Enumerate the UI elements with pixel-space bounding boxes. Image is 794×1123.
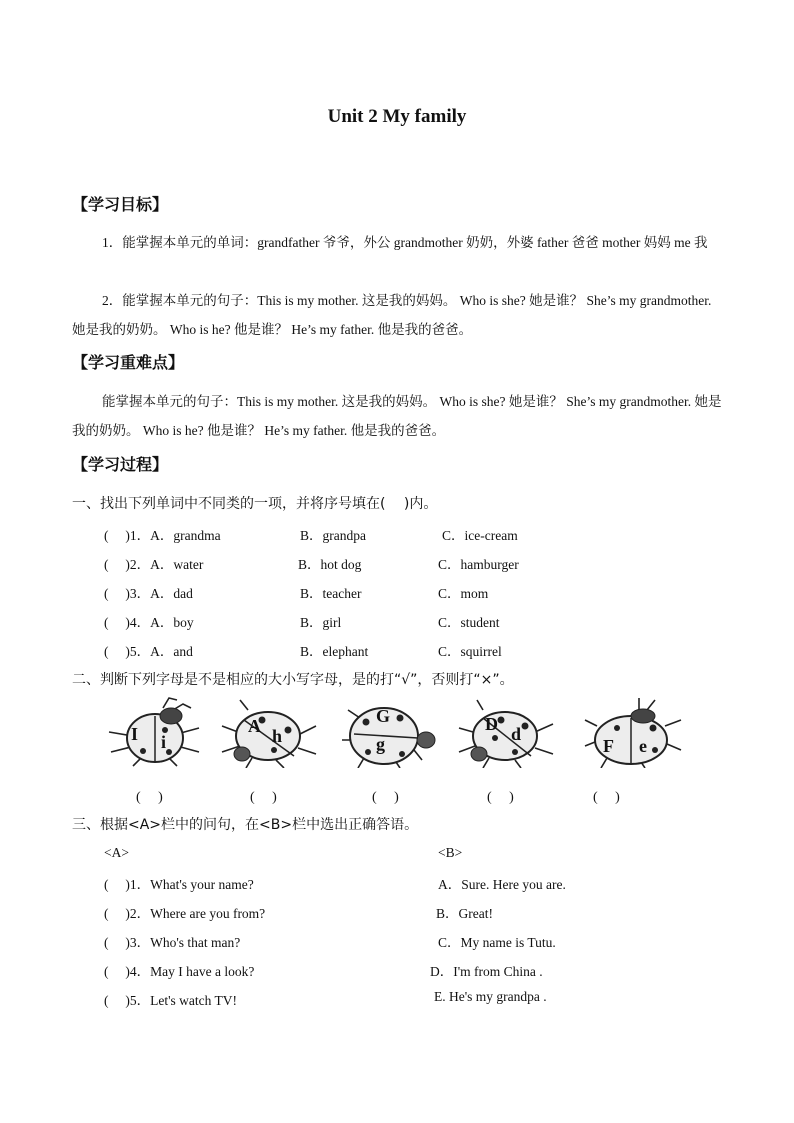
q1-item-a: ( )2．A．water (104, 557, 204, 572)
answer-parenthesis[interactable]: ( ) (372, 790, 399, 805)
q1-item-a: ( )1．A．grandma (104, 528, 221, 543)
answer-parenthesis[interactable]: ( ) (487, 790, 514, 805)
q3-answer: D．I'm from China . (430, 964, 543, 979)
q1-item-b: B．hot dog (298, 557, 362, 572)
section-objectives-heading: 【学习目标】 (72, 195, 169, 214)
ladybug-image (103, 696, 203, 768)
objectives-words: 1．能掌握本单元的单词：grandfather 爷爷，外公 grandmother 奶奶，外婆 father 爸爸 mother 妈妈 me 我 (102, 235, 708, 250)
q3-answer: B．Great! (436, 906, 493, 921)
bug-uppercase-letter: G (376, 706, 391, 726)
q1-item-c: C．squirrel (438, 644, 502, 659)
answer-parenthesis[interactable]: ( ) (593, 790, 620, 805)
q1-item-b: B．grandpa (300, 528, 366, 543)
bug-uppercase-letter: I (131, 724, 139, 744)
column-b-label: <B> (438, 845, 463, 860)
bug-lowercase-letter: h (272, 726, 283, 746)
ladybug-image (218, 696, 318, 768)
page-title: Unit 2 My family (327, 106, 467, 127)
bug-lowercase-letter: g (376, 734, 385, 754)
q1-item-a: ( )5．A．and (104, 644, 193, 659)
bug-lowercase-letter: e (639, 736, 647, 756)
q3-question: ( )5．Let's watch TV! (104, 993, 238, 1008)
q3-answer: E. He's my grandpa . (434, 989, 547, 1004)
answer-parenthesis[interactable]: ( ) (250, 790, 277, 805)
bug-uppercase-letter: D (485, 714, 498, 734)
q1-item-b: B．teacher (300, 586, 362, 601)
q1-item-c: C．mom (438, 586, 489, 601)
ladybug-image (340, 696, 440, 768)
q3-question: ( )1．What's your name? (104, 877, 254, 892)
q1-item-c: C．student (438, 615, 500, 630)
ladybug-image (455, 696, 555, 768)
q2-heading: 二、判断下列字母是不是相应的大小写字母，是的打“√”，否则打“×”。 (72, 672, 514, 688)
ladybug-image (583, 696, 683, 768)
q1-item-c: C．hamburger (438, 557, 519, 572)
q3-question: ( )3．Who's that man? (104, 935, 241, 950)
q3-heading: 三、根据<A>栏中的问句，在<B>栏中选出正确答语。 (72, 817, 419, 833)
keypoints-sentences: 能掌握本单元的句子：This is my mother. 这是我的妈妈。 Who is she? 她是谁？ She’s my grandmother. 她是我的奶奶。 Who is he? 他是谁？ He’s my father. 他是我的爸爸。 (72, 394, 722, 438)
bug-lowercase-letter: d (511, 724, 522, 744)
answer-parenthesis[interactable]: ( ) (136, 790, 163, 805)
bug-uppercase-letter: F (603, 736, 614, 756)
q1-heading: 一、找出下列单词中不同类的一项，并将序号填在( )内。 (72, 496, 438, 512)
objectives-sentences: 2．能掌握本单元的句子：This is my mother. 这是我的妈妈。 Who is she? 她是谁？ She’s my grandmother. 她是我的奶奶。 Who is he? 他是谁？ He’s my father. 他是我的爸爸。 (72, 293, 712, 337)
q3-question: ( )2．Where are you from? (104, 906, 266, 921)
section-keypoints-heading: 【学习重难点】 (72, 353, 185, 372)
q1-item-b: B．girl (300, 615, 342, 630)
q1-item-a: ( )3．A．dad (104, 586, 193, 601)
q1-item-b: B．elephant (300, 644, 369, 659)
bug-lowercase-letter: i (161, 732, 167, 752)
q1-item-a: ( )4．A．boy (104, 615, 194, 630)
q3-answer: A．Sure. Here you are. (438, 877, 566, 892)
q3-question: ( )4．May I have a look? (104, 964, 255, 979)
q3-answer: C．My name is Tutu. (438, 935, 556, 950)
q1-item-c: C．ice-cream (442, 528, 518, 543)
column-a-label: <A> (104, 845, 129, 860)
section-process-heading: 【学习过程】 (72, 455, 169, 474)
bug-uppercase-letter: A (248, 716, 261, 736)
